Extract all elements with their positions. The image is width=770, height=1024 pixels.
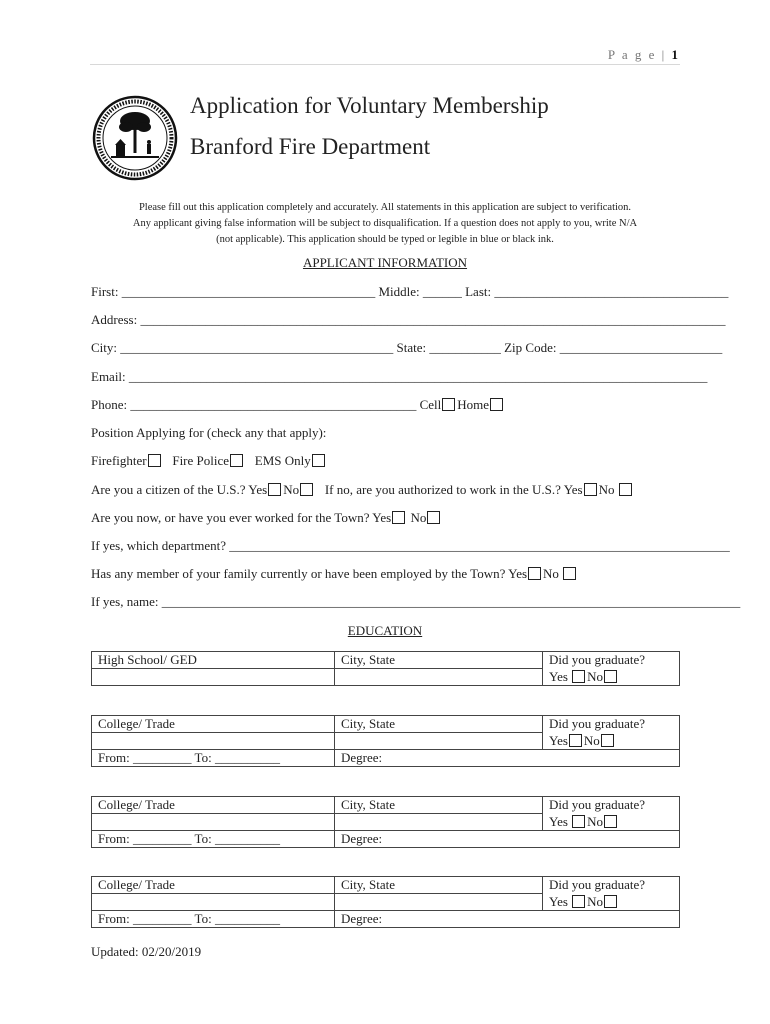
high-school-label: High School/ GED — [92, 652, 335, 669]
did-graduate-label: Did you graduate? — [543, 716, 680, 733]
name-field[interactable]: First: _______________________________________ Middle: ______ Last: ____________________________________ — [91, 284, 729, 299]
citizenship-row — [91, 482, 681, 498]
graduate-options — [543, 733, 680, 750]
home-label: Home — [457, 397, 490, 412]
graduate-no-checkbox[interactable] — [604, 815, 617, 828]
position-options — [91, 453, 681, 469]
yes-label: Yes — [549, 813, 568, 829]
degree-field[interactable]: Degree: — [335, 750, 680, 767]
worked-for-town-row — [91, 510, 681, 526]
high-school-name-cell[interactable] — [92, 669, 335, 686]
town-seal-logo — [92, 95, 178, 181]
fire-police-checkbox[interactable] — [230, 454, 243, 467]
yes-label: Yes — [549, 893, 568, 909]
updated-date: Updated: 02/20/2019 — [91, 944, 202, 959]
instructions-line-3: (not applicable). This application should be typed or legible in blue or black ink. — [216, 234, 554, 245]
worked-yes-checkbox[interactable] — [392, 511, 405, 524]
header-divider — [90, 64, 680, 65]
college-trade-label: College/ Trade — [92, 716, 335, 733]
citizen-no-label: No — [283, 482, 300, 497]
city-state-zip-field[interactable]: City: __________________________________________ State: ___________ Zip Code: _________________________ — [91, 340, 723, 355]
yes-label: Yes — [549, 668, 568, 684]
college-trade-label: College/ Trade — [92, 877, 335, 894]
college-name-cell[interactable] — [92, 733, 335, 750]
from-to-field[interactable]: From: _________ To: __________ — [92, 750, 335, 767]
city-state-label: City, State — [335, 797, 543, 814]
citizen-question: Are you a citizen of the U.S.? Yes — [91, 482, 268, 497]
form-title: Application for Voluntary Membership — [190, 93, 549, 118]
instructions-line-2: Any applicant giving false information will be subject to disqualification. If a question does not apply to you, write N/A — [132, 218, 638, 229]
yes-label: Yes — [549, 732, 568, 748]
family-no-checkbox[interactable] — [563, 567, 576, 580]
worked-question: Are you now, or have you ever worked for the Town? Yes — [91, 510, 392, 525]
no-label: No — [587, 893, 604, 909]
from-to-field[interactable]: From: _________ To: __________ — [92, 911, 335, 928]
high-school-table — [91, 651, 680, 686]
graduate-options — [543, 814, 680, 831]
department-name: Branford Fire Department — [190, 134, 431, 159]
phone-field[interactable]: Phone: ____________________________________________ Cell — [91, 397, 442, 412]
college-name-cell[interactable] — [92, 894, 335, 911]
city-state-label: City, State — [335, 877, 543, 894]
degree-field[interactable]: Degree: — [335, 911, 680, 928]
worked-no-label: No — [410, 510, 427, 525]
no-label: No — [587, 813, 604, 829]
graduate-yes-checkbox[interactable] — [572, 670, 585, 683]
instructions — [90, 200, 680, 248]
graduate-no-checkbox[interactable] — [601, 734, 614, 747]
graduate-no-checkbox[interactable] — [604, 895, 617, 908]
city-state-label: City, State — [335, 716, 543, 733]
college-table-3 — [91, 876, 680, 928]
graduate-yes-checkbox[interactable] — [572, 815, 585, 828]
family-question: Has any member of your family currently or have been employed by the Town? Yes — [91, 566, 528, 581]
college-trade-label: College/ Trade — [92, 797, 335, 814]
did-graduate-label: Did you graduate? — [543, 877, 680, 894]
phone-row — [91, 397, 681, 413]
citizen-no-checkbox[interactable] — [300, 483, 313, 496]
email-field[interactable]: Email: _________________________________________________________________________________________ — [91, 369, 708, 384]
no-label: No — [583, 732, 600, 748]
page-number — [608, 47, 678, 63]
college-city-cell[interactable] — [335, 894, 543, 911]
position-label: Position Applying for (check any that apply): — [91, 425, 327, 440]
page-number-value: 1 — [671, 47, 678, 62]
firefighter-label: Firefighter — [91, 453, 147, 468]
home-checkbox[interactable] — [490, 398, 503, 411]
department-field[interactable]: If yes, which department? _____________________________________________________________________________ — [91, 538, 730, 553]
graduate-yes-checkbox[interactable] — [569, 734, 582, 747]
authorized-yes-checkbox[interactable] — [584, 483, 597, 496]
instructions-line-1: Please fill out this application completely and accurately. All statements in this application are subject to verification. — [138, 202, 632, 213]
graduate-options — [543, 894, 680, 911]
authorized-no-label: No — [598, 482, 615, 497]
college-table-2 — [91, 796, 680, 848]
did-graduate-label: Did you graduate? — [543, 797, 680, 814]
worked-no-checkbox[interactable] — [427, 511, 440, 524]
college-table-1 — [91, 715, 680, 767]
education-heading: EDUCATION — [347, 623, 423, 638]
college-city-cell[interactable] — [335, 814, 543, 831]
family-employed-row — [91, 566, 681, 582]
cell-checkbox[interactable] — [442, 398, 455, 411]
city-state-label: City, State — [335, 652, 543, 669]
address-field[interactable]: Address: __________________________________________________________________________________________ — [91, 312, 726, 327]
fire-police-label: Fire Police — [172, 453, 230, 468]
from-to-field[interactable]: From: _________ To: __________ — [92, 831, 335, 848]
authorized-question: If no, are you authorized to work in the U.S.? Yes — [324, 482, 583, 497]
graduate-options — [543, 669, 680, 686]
ems-only-checkbox[interactable] — [312, 454, 325, 467]
authorized-no-checkbox[interactable] — [619, 483, 632, 496]
graduate-no-checkbox[interactable] — [604, 670, 617, 683]
family-no-label: No — [543, 566, 559, 581]
applicant-information-heading: APPLICANT INFORMATION — [302, 255, 468, 270]
family-name-field[interactable]: If yes, name: _________________________________________________________________________________________ — [91, 594, 741, 609]
citizen-yes-checkbox[interactable] — [268, 483, 281, 496]
graduate-yes-checkbox[interactable] — [572, 895, 585, 908]
ems-only-label: EMS Only — [254, 453, 311, 468]
high-school-city-cell[interactable] — [335, 669, 543, 686]
college-name-cell[interactable] — [92, 814, 335, 831]
no-label: No — [587, 668, 604, 684]
page-label: P a g e | — [607, 47, 667, 62]
college-city-cell[interactable] — [335, 733, 543, 750]
degree-field[interactable]: Degree: — [335, 831, 680, 848]
firefighter-checkbox[interactable] — [148, 454, 161, 467]
family-yes-checkbox[interactable] — [528, 567, 541, 580]
did-graduate-label: Did you graduate? — [543, 652, 680, 669]
